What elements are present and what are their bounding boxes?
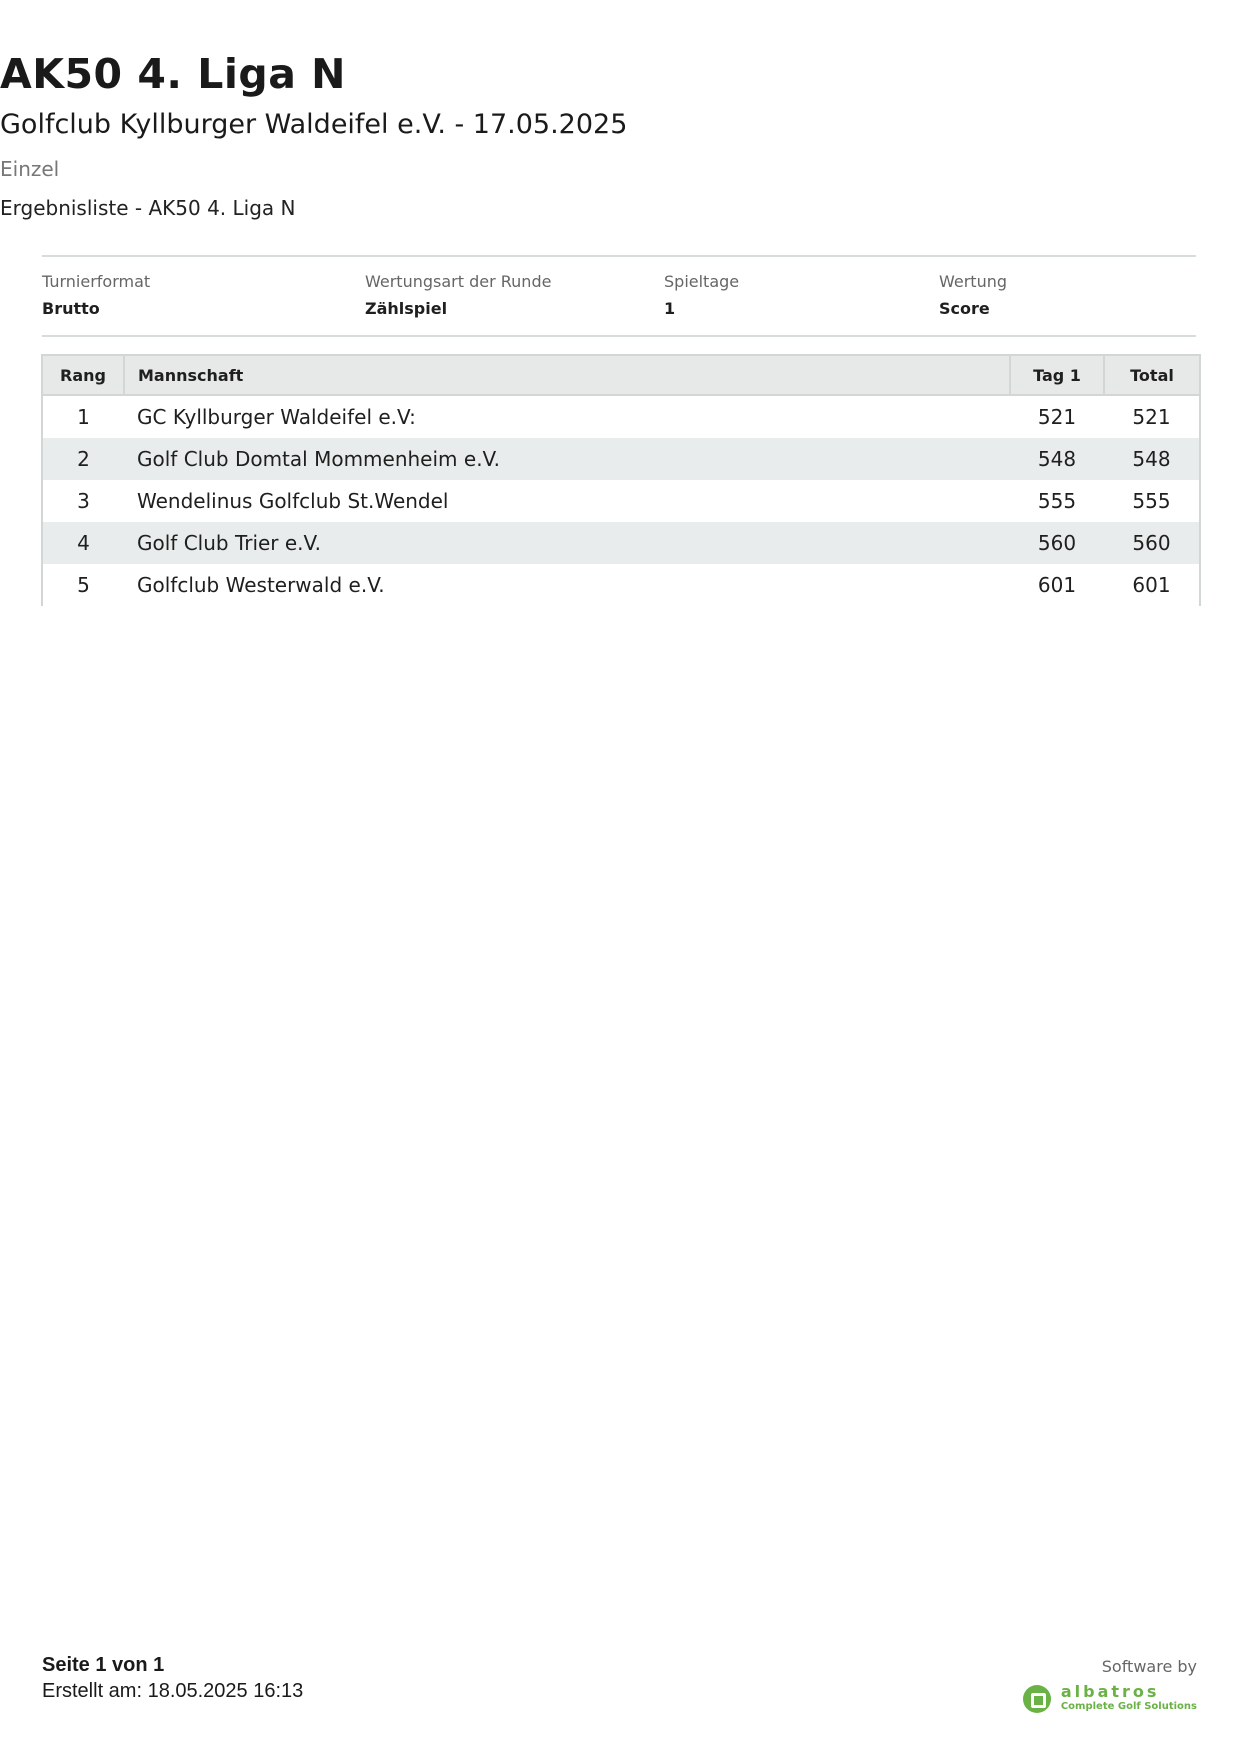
- info-value: Score: [939, 299, 990, 318]
- logo-brand: albatros: [1060, 1682, 1160, 1701]
- cell-total: 555: [1104, 480, 1200, 522]
- info-label: Wertung: [939, 272, 1008, 291]
- software-by-label: Software by: [1101, 1657, 1197, 1676]
- cell-day1: 601: [1037, 573, 1077, 597]
- table-row: [42, 564, 1200, 606]
- cell-team: GC Kyllburger Waldeifel e.V:: [137, 405, 416, 429]
- software-credit: [1023, 1656, 1197, 1713]
- albatros-logo-icon: [1023, 1685, 1051, 1713]
- info-label: Wertungsart der Runde: [365, 272, 552, 291]
- cell-rank: 5: [42, 564, 124, 606]
- column-header-day1: Tag 1: [1010, 355, 1104, 395]
- info-tournament-format: [42, 271, 150, 320]
- info-label: Turnierformat: [42, 272, 151, 291]
- cell-team: Golfclub Westerwald e.V.: [137, 573, 385, 597]
- cell-rank: 3: [42, 480, 124, 522]
- page-title: AK50 4. Liga N: [0, 50, 346, 98]
- page-number: Seite 1 von 1: [42, 1654, 165, 1676]
- divider-top: [42, 255, 1196, 257]
- footer-info: [42, 1652, 303, 1704]
- cell-total: 601: [1104, 564, 1200, 606]
- info-scoring: [939, 271, 1007, 320]
- cell-team: Golf Club Domtal Mommenheim e.V.: [124, 438, 1010, 480]
- cell-rank: 4: [42, 522, 124, 564]
- table-row: [42, 480, 1200, 522]
- cell-total: 560: [1104, 522, 1200, 564]
- albatros-logo: [1023, 1684, 1197, 1713]
- divider-bottom: [42, 335, 1196, 337]
- results-table: [41, 354, 1201, 606]
- cell-total: 521: [1104, 395, 1200, 438]
- info-scoring-type: [365, 271, 551, 320]
- info-value: Zählspiel: [365, 299, 448, 318]
- cell-day1: 548: [1010, 438, 1104, 480]
- cell-rank: 2: [42, 438, 124, 480]
- info-match-days: [664, 271, 739, 320]
- table-row: [42, 438, 1200, 480]
- cell-team: Golf Club Trier e.V.: [124, 522, 1010, 564]
- cell-team: Wendelinus Golfclub St.Wendel: [137, 489, 449, 513]
- info-label: Spieltage: [664, 272, 740, 291]
- competition-mode: Einzel: [0, 157, 60, 181]
- column-header-team: Mannschaft: [124, 355, 1010, 395]
- table-header-row: [42, 355, 1200, 395]
- page-subtitle: Golfclub Kyllburger Waldeifel e.V. - 17.05.2025: [0, 109, 628, 140]
- table-row: [42, 395, 1200, 438]
- cell-total: 548: [1104, 438, 1200, 480]
- table-row: [42, 522, 1200, 564]
- list-name: Ergebnisliste - AK50 4. Liga N: [0, 196, 296, 220]
- column-header-rank: Rang: [42, 355, 124, 395]
- cell-rank: 1: [42, 395, 124, 438]
- logo-tagline: Complete Golf Solutions: [1060, 1701, 1197, 1712]
- column-header-total: Total: [1104, 355, 1200, 395]
- cell-day1: 555: [1037, 489, 1077, 513]
- cell-day1: 560: [1010, 522, 1104, 564]
- info-value: 1: [664, 299, 676, 318]
- info-value: Brutto: [42, 299, 100, 318]
- cell-day1: 521: [1037, 405, 1077, 429]
- created-timestamp: Erstellt am: 18.05.2025 16:13: [42, 1680, 304, 1702]
